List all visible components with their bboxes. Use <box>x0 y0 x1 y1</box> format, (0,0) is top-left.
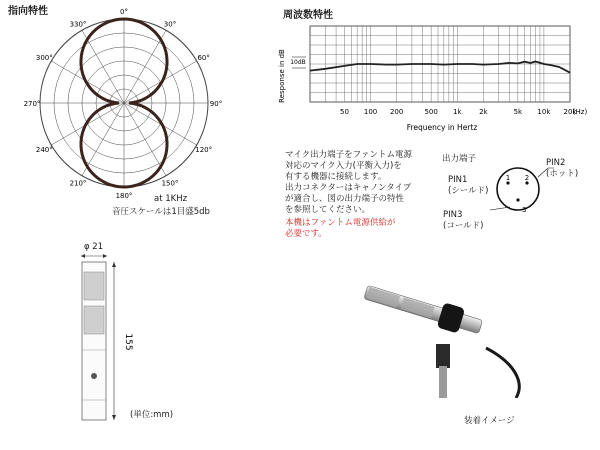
length-arrowhead-top <box>112 262 116 267</box>
wiring-note-line: 出力コネクターはキャノンタイプ <box>285 183 412 193</box>
phantom-power-warning: 本機はファントム電源供給が <box>285 218 396 228</box>
polar-title: 指向特性 <box>8 6 48 17</box>
polar-grid-spoke <box>82 30 124 103</box>
wiring-note-line: 有する機器に接続します。 <box>285 172 387 182</box>
photo-cable <box>486 348 519 398</box>
wiring-note-line: が適合し、図の出力端子の特性 <box>285 194 405 204</box>
pin1-label <box>448 175 488 197</box>
polar-grid-spoke <box>82 103 124 176</box>
polar-angle-label: 180° <box>115 192 133 200</box>
polar-angle-label: 60° <box>197 54 210 62</box>
frequency-tick-label: 500 <box>424 108 438 116</box>
pin3-dot <box>516 198 519 201</box>
pin2-role: (ホット) <box>546 169 579 179</box>
frequency-tick-label: 1k <box>452 108 462 116</box>
photo-stand-mount <box>436 344 450 368</box>
phantom-power-warning: 必要です。 <box>285 229 327 239</box>
polar-angle-label: 150° <box>161 179 179 188</box>
pin3-label <box>443 210 483 232</box>
xlr-connector-icon <box>497 168 539 210</box>
mic-grille-upper <box>84 272 104 300</box>
frequency-scale-label: 10dB <box>290 59 306 66</box>
frequency-tick-label: 200 <box>389 108 404 116</box>
length-arrowhead-bottom <box>112 415 116 420</box>
polar-grid-spoke <box>124 103 166 176</box>
polar-angle-labels <box>24 8 223 200</box>
wiring-note <box>285 150 435 240</box>
frequency-response-curve <box>310 62 570 73</box>
frequency-tick-label: (Hz) <box>572 108 588 116</box>
frequency-tick-labels <box>340 108 587 116</box>
pin1-role: (シールド) <box>448 186 489 196</box>
polar-angle-label: 330° <box>69 20 87 29</box>
connector-title: 出力端子 <box>442 154 477 164</box>
mounting-photo <box>340 268 540 398</box>
diameter-label: φ 21 <box>84 242 104 252</box>
pin3-leader <box>490 207 510 210</box>
polar-frequency-note: at 1KHz <box>154 194 188 204</box>
diameter-arrowhead-left <box>81 254 85 258</box>
pin3-number: 3 <box>522 206 527 214</box>
polar-grid <box>40 19 208 187</box>
polar-angle-label: 240° <box>35 146 53 154</box>
pin1-name: PIN1 <box>448 175 468 185</box>
polar-angle-label: 30° <box>163 20 177 29</box>
polar-chart <box>0 0 260 200</box>
mic-grille-lower <box>84 306 104 334</box>
diameter-arrowhead-right <box>103 254 107 258</box>
frequency-tick-label: 50 <box>340 108 349 116</box>
frequency-response-chart <box>270 18 590 138</box>
polar-angle-label: 120° <box>195 146 213 154</box>
frequency-tick-label: 10k <box>537 108 551 116</box>
pin2-number: 2 <box>524 174 530 182</box>
frequency-tick-label: 5k <box>513 108 523 116</box>
frequency-response-xlabel: Frequency in Hertz <box>406 123 478 132</box>
frequency-tick-label: 20k <box>563 108 577 116</box>
polar-angle-label: 0° <box>120 8 128 16</box>
photo-stand-pole <box>439 366 447 398</box>
unit-note: (単位:mm) <box>130 410 174 420</box>
pin3-role: (コールド) <box>443 221 484 231</box>
frequency-tick-label: 100 <box>363 108 378 116</box>
wiring-note-line: を参照してください。 <box>285 205 371 215</box>
polar-scale-note: 音圧スケールは1目盛5db <box>112 207 210 217</box>
polar-angle-label: 210° <box>69 179 87 188</box>
microphone-dimension-drawing <box>70 250 140 430</box>
length-label: 155 <box>123 333 133 351</box>
pin3-name: PIN3 <box>443 210 463 220</box>
mic-logo-icon <box>91 373 97 379</box>
pin2-label <box>546 158 578 180</box>
wiring-note-line: 対応のマイク入力(平衡入力)を <box>285 161 402 171</box>
polar-angle-label: 300° <box>35 54 53 62</box>
frequency-response-ylabel: Response in dB <box>278 49 286 103</box>
polar-grid-spoke <box>124 30 166 103</box>
pin2-name: PIN2 <box>546 158 566 168</box>
photo-caption: 装着イメージ <box>464 416 515 426</box>
frequency-response-title: 周波数特性 <box>283 10 333 21</box>
pin1-number: 1 <box>505 174 511 182</box>
polar-angle-label: 90° <box>209 100 223 108</box>
polar-angle-label: 270° <box>23 100 41 108</box>
wiring-note-line: マイク出力端子をファントム電源 <box>285 150 412 160</box>
frequency-tick-label: 2k <box>479 108 488 116</box>
photo-clip-holder <box>437 302 466 333</box>
